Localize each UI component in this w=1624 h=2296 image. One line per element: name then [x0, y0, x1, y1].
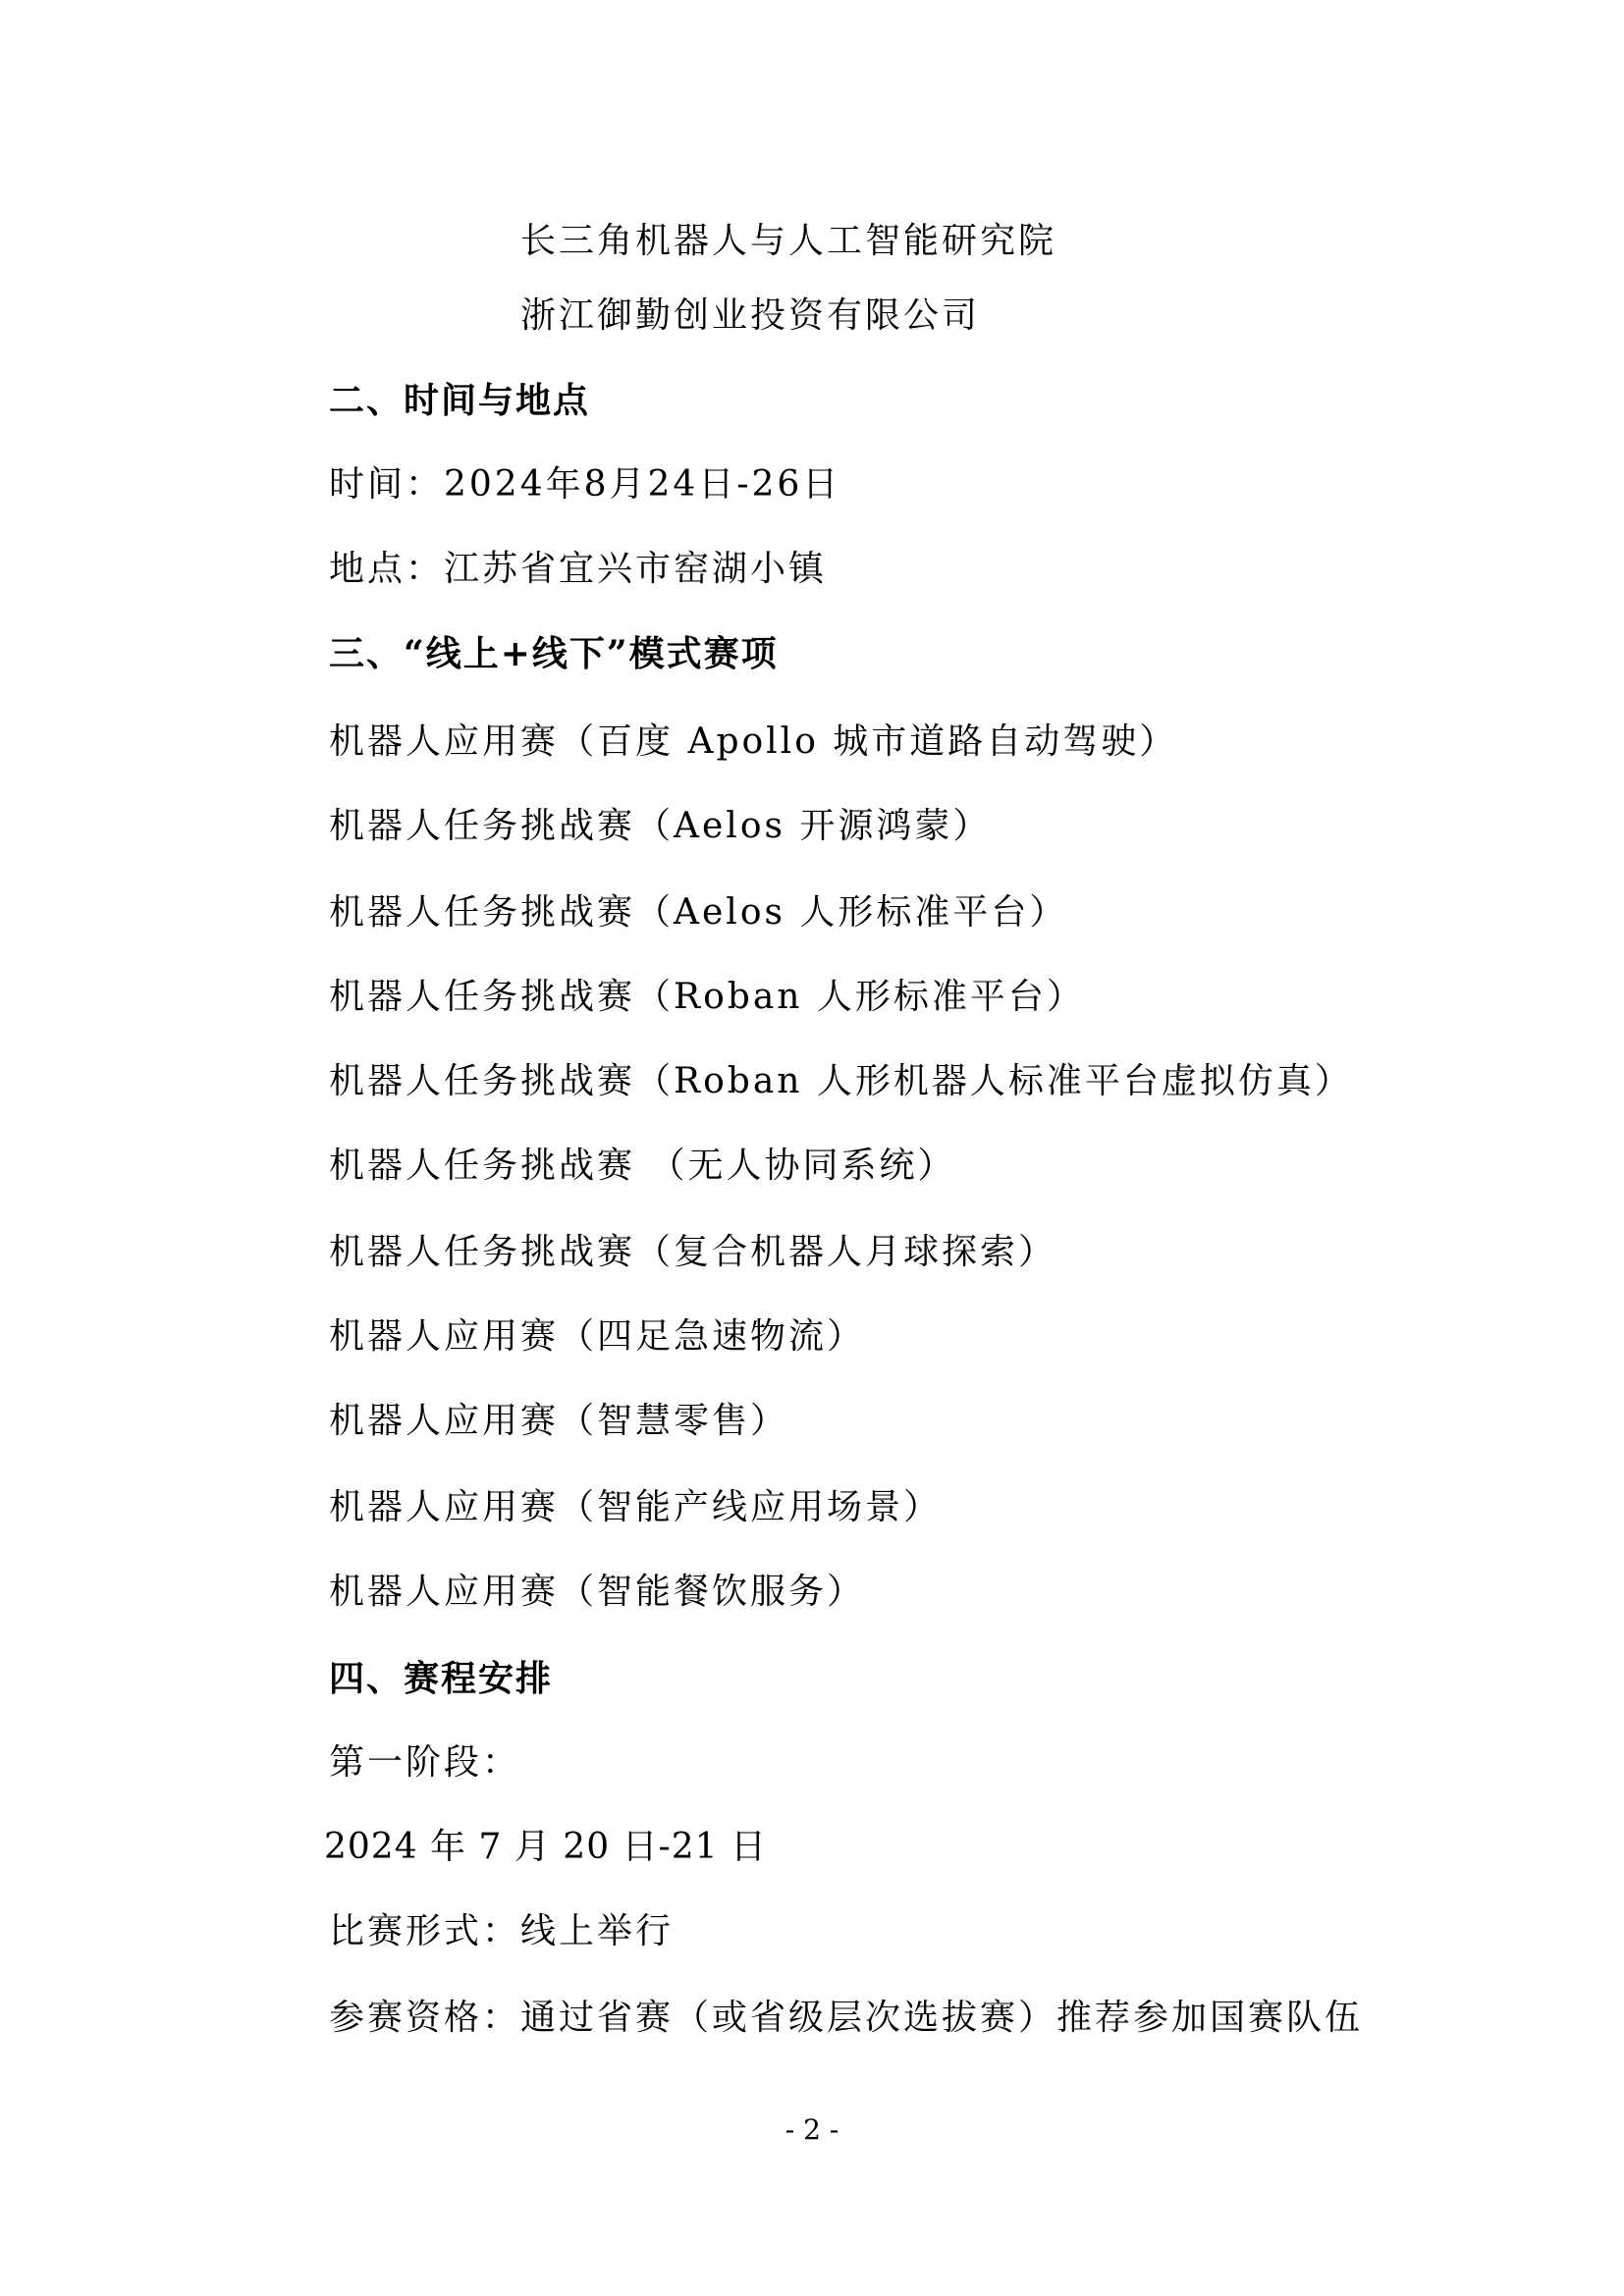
- schedule-stage: 第一阶段：: [329, 1742, 521, 1783]
- event-item: 机器人应用赛（百度 Apollo 城市道路自动驾驶）: [329, 721, 1178, 762]
- schedule-eligibility: 参赛资格：通过省赛（或省级层次选拔赛）推荐参加国赛队伍: [329, 1998, 1364, 2038]
- event-place: 地点：江苏省宜兴市窑湖小镇: [329, 549, 828, 589]
- event-item: 机器人任务挑战赛（Aelos 开源鸿蒙）: [329, 806, 992, 846]
- event-item: 机器人任务挑战赛（复合机器人月球探索）: [329, 1232, 1057, 1272]
- event-item: 机器人任务挑战赛（Roban 人形标准平台）: [329, 977, 1085, 1017]
- section-heading-events: 三、“线上+线下”模式赛项: [329, 633, 779, 674]
- event-item: 机器人应用赛（智能餐饮服务）: [329, 1572, 866, 1612]
- schedule-format: 比赛形式：线上举行: [329, 1911, 675, 1951]
- event-item: 机器人任务挑战赛（Aelos 人形标准平台）: [329, 892, 1068, 933]
- event-item: 机器人应用赛（四足急速物流）: [329, 1316, 866, 1357]
- event-item: 机器人任务挑战赛 （无人协同系统）: [329, 1146, 956, 1186]
- schedule-date: 2024 年 7 月 20 日-21 日: [324, 1827, 767, 1867]
- event-time: 时间：2024年8月24日-26日: [329, 464, 841, 505]
- section-heading-schedule: 四、赛程安排: [329, 1658, 554, 1699]
- event-item: 机器人任务挑战赛（Roban 人形机器人标准平台虚拟仿真）: [329, 1061, 1353, 1101]
- section-heading-time-place: 二、时间与地点: [329, 380, 591, 421]
- organizer-1: 长三角机器人与人工智能研究院: [520, 221, 1057, 261]
- event-item: 机器人应用赛（智慧零售）: [329, 1401, 789, 1441]
- page-number: - 2 -: [785, 2113, 839, 2146]
- event-item: 机器人应用赛（智能产线应用场景）: [329, 1487, 943, 1527]
- organizer-2: 浙江御勤创业投资有限公司: [520, 295, 981, 336]
